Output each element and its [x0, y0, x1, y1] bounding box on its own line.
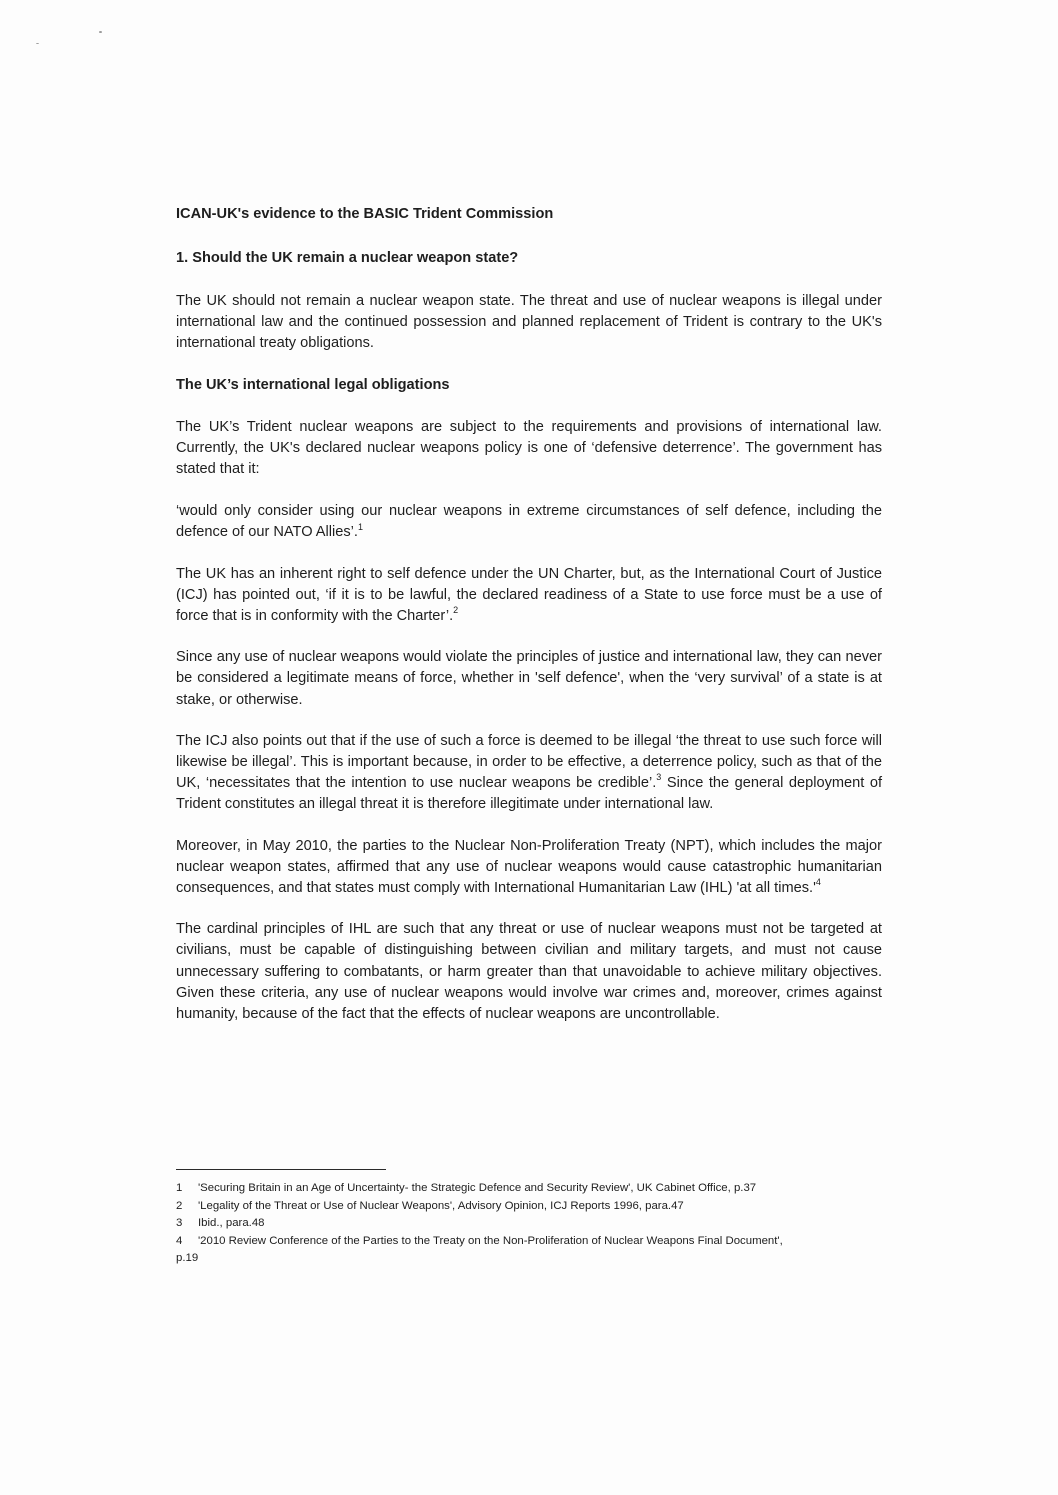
footnote-item [176, 1180, 886, 1198]
section-heading: The UK’s international legal obligations [176, 376, 450, 393]
footnote-ref: 1 [357, 521, 363, 532]
footnote-number: 1 [176, 1182, 183, 1194]
footnote-number: 2 [176, 1199, 183, 1212]
footnote-ref: 4 [815, 877, 821, 888]
footnote-item [176, 1198, 886, 1216]
footnote-divider [176, 1169, 386, 1170]
intro-paragraph: The UK should not remain a nuclear weapon state. The threat and use of nuclear weapons is illegal under international law and the continued possession and planned replacement of Trident is contrary to the UK's international treaty obligations. [176, 293, 882, 352]
footnote-item [176, 1215, 886, 1233]
footnote-text: '2010 Review Conference of the Parties to the Treaty on the Non-Proliferation of Nuclear Weapons Final Document', [198, 1234, 783, 1247]
footnote-text: Ibid., para.48 [198, 1217, 265, 1230]
paragraph-obligations: The UK’s Trident nuclear weapons are subject to the requirements and provisions of international law. Currently, the UK's declared nuclear weapons policy is one of ‘defensive deterrence’. The government has stated that it: [176, 418, 882, 478]
question-heading: 1. Should the UK remain a nuclear weapon state? [176, 250, 519, 266]
paragraph-deterrence [176, 731, 882, 816]
document-body [176, 204, 882, 1045]
scan-speck [99, 31, 102, 33]
footnote-text: 'Legality of the Threat or Use of Nuclear Weapons', Advisory Opinion, ICJ Reports 1996, para.47 [198, 1199, 684, 1212]
quote-text: ‘would only consider using our nuclear weapons in extreme circumstances of self defence, including the defence of our NATO Allies’. [176, 503, 882, 541]
footnote-number: 4 [176, 1234, 183, 1247]
paragraph-text: The UK has an inherent right to self defence under the UN Charter, but, as the International Court of Justice (ICJ) has pointed out, ‘if it is to be lawful, the declared readiness of a State to use force must be a use of force that is in conformity with the Charter’. [176, 565, 882, 625]
footnote-ref: 3 [656, 772, 662, 783]
document-title: ICAN-UK's evidence to the BASIC Trident Commission [176, 206, 554, 222]
scan-speck [36, 43, 39, 44]
paragraph-text: The ICJ also points out that if the use of such a force is deemed to be illegal ‘the threat to use such force will likewise be illegal’. This is important because, in order to be effective, a deterrence policy, such as that of the UK, ‘necessitates that the intention to use nuclear weapons be credible’. [176, 732, 882, 792]
footnote-number: 3 [176, 1217, 183, 1230]
quote-paragraph [176, 501, 882, 543]
footnotes [176, 1180, 886, 1268]
paragraph-legitimacy: Since any use of nuclear weapons would violate the principles of justice and international law, they can never be considered a legitimate means of force, whether in 'self defence', when the ‘very survival’ of a state is at stake, or otherwise. [176, 649, 882, 708]
paragraph-text: Since the general deployment of Trident constitutes an illegal threat it is therefore illegitimate under international law. [176, 775, 882, 813]
footnote-item [176, 1233, 886, 1251]
paragraph-text: Moreover, in May 2010, the parties to the Nuclear Non-Proliferation Treaty (NPT), which includes the major nuclear weapon states, affirmed that any use of nuclear weapons would cause catastrophic humanitarian consequences, and that states must comply with International Humanitarian Law (IHL) 'at all times.' [176, 837, 882, 897]
footnote-text: 'Securing Britain in an Age of Uncertainty- the Strategic Defence and Security Review', UK Cabinet Office, p.37 [198, 1182, 757, 1194]
paragraph-self-defence [176, 564, 882, 628]
paragraph-ihl: The cardinal principles of IHL are such that any threat or use of nuclear weapons must not be targeted at civilians, must be capable of distinguishing between civilian and military targets, and must not cause unnecessary suffering to combatants, or harm greater than that unavoidable to achieve military objectives. Given these criteria, any use of nuclear weapons would involve war crimes and, moreover, crimes against humanity, because of the fact that the effects of nuclear weapons are uncontrollable. [176, 921, 882, 1023]
paragraph-npt [176, 836, 882, 900]
footnote-ref: 2 [453, 605, 459, 616]
footnote-continuation: p.19 [176, 1252, 199, 1265]
